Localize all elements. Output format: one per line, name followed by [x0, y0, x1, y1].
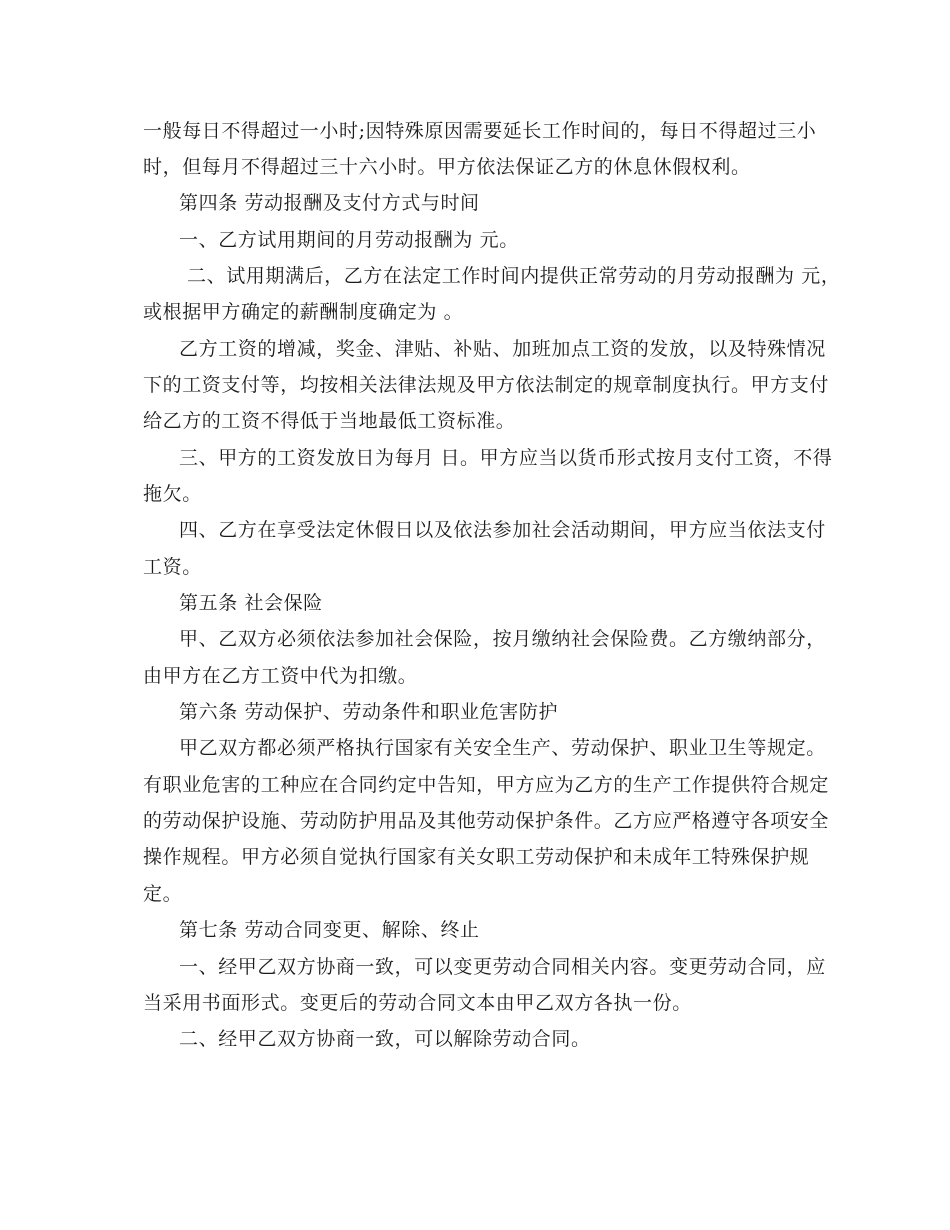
text-line: 四、乙方在享受法定休假日以及依法参加社会活动期间，甲方应当依法支付: [179, 519, 826, 541]
text-line: 拖欠。: [143, 483, 202, 505]
section-heading: 第七条 劳动合同变更、解除、终止: [179, 919, 480, 941]
text-line: 由甲方在乙方工资中代为扣缴。: [143, 665, 418, 687]
text-line: 甲、乙双方必须依法参加社会保险，按月缴纳社会保险费。乙方缴纳部分，: [179, 628, 826, 650]
section-heading: 第六条 劳动保护、劳动条件和职业危害防护: [179, 701, 559, 723]
text-line: 定。: [143, 883, 183, 905]
text-line: 的劳动保护设施、劳动防护用品及其他劳动保护条件。乙方应严格遵守各项安全: [143, 810, 830, 832]
text-line: 时，但每月不得超过三十六小时。甲方依法保证乙方的休息休假权利。: [143, 156, 751, 178]
text-line: 有职业危害的工种应在合同约定中告知，甲方应为乙方的生产工作提供符合规定: [143, 774, 830, 796]
text-line: 工资。: [143, 556, 202, 578]
text-line: 当采用书面形式。变更后的劳动合同文本由甲乙双方各执一份。: [143, 992, 692, 1014]
section-heading: 第五条 社会保险: [179, 592, 323, 614]
text-line: 甲乙双方都必须严格执行国家有关安全生产、劳动保护、职业卫生等规定。: [179, 737, 826, 759]
section-heading: 第四条 劳动报酬及支付方式与时间: [179, 192, 480, 214]
text-line: 操作规程。甲方必须自觉执行国家有关女职工劳动保护和未成年工特殊保护规: [143, 846, 810, 868]
text-line: 二、经甲乙双方协商一致，可以解除劳动合同。: [179, 1028, 591, 1050]
text-line: 三、甲方的工资发放日为每月 日。甲方应当以货币形式按月支付工资，不得: [179, 447, 833, 469]
text-line: 一般每日不得超过一小时;因特殊原因需要延长工作时间的，每日不得超过三小: [143, 120, 817, 142]
text-line: 一、经甲乙双方协商一致，可以变更劳动合同相关内容。变更劳动合同，应: [179, 956, 826, 978]
text-line: 给乙方的工资不得低于当地最低工资标准。: [143, 410, 516, 432]
text-line: 下的工资支付等，均按相关法律法规及甲方依法制定的规章制度执行。甲方支付: [143, 374, 830, 396]
text-line: 乙方工资的增减，奖金、津贴、补贴、加班加点工资的发放，以及特殊情况: [179, 338, 826, 360]
text-line: 或根据甲方确定的薪酬制度确定为 。: [143, 301, 464, 323]
text-line: 二、试用期满后，乙方在法定工作时间内提供正常劳动的月劳动报酬为 元，: [187, 265, 841, 287]
text-line: 一、乙方试用期间的月劳动报酬为 元。: [179, 229, 519, 251]
